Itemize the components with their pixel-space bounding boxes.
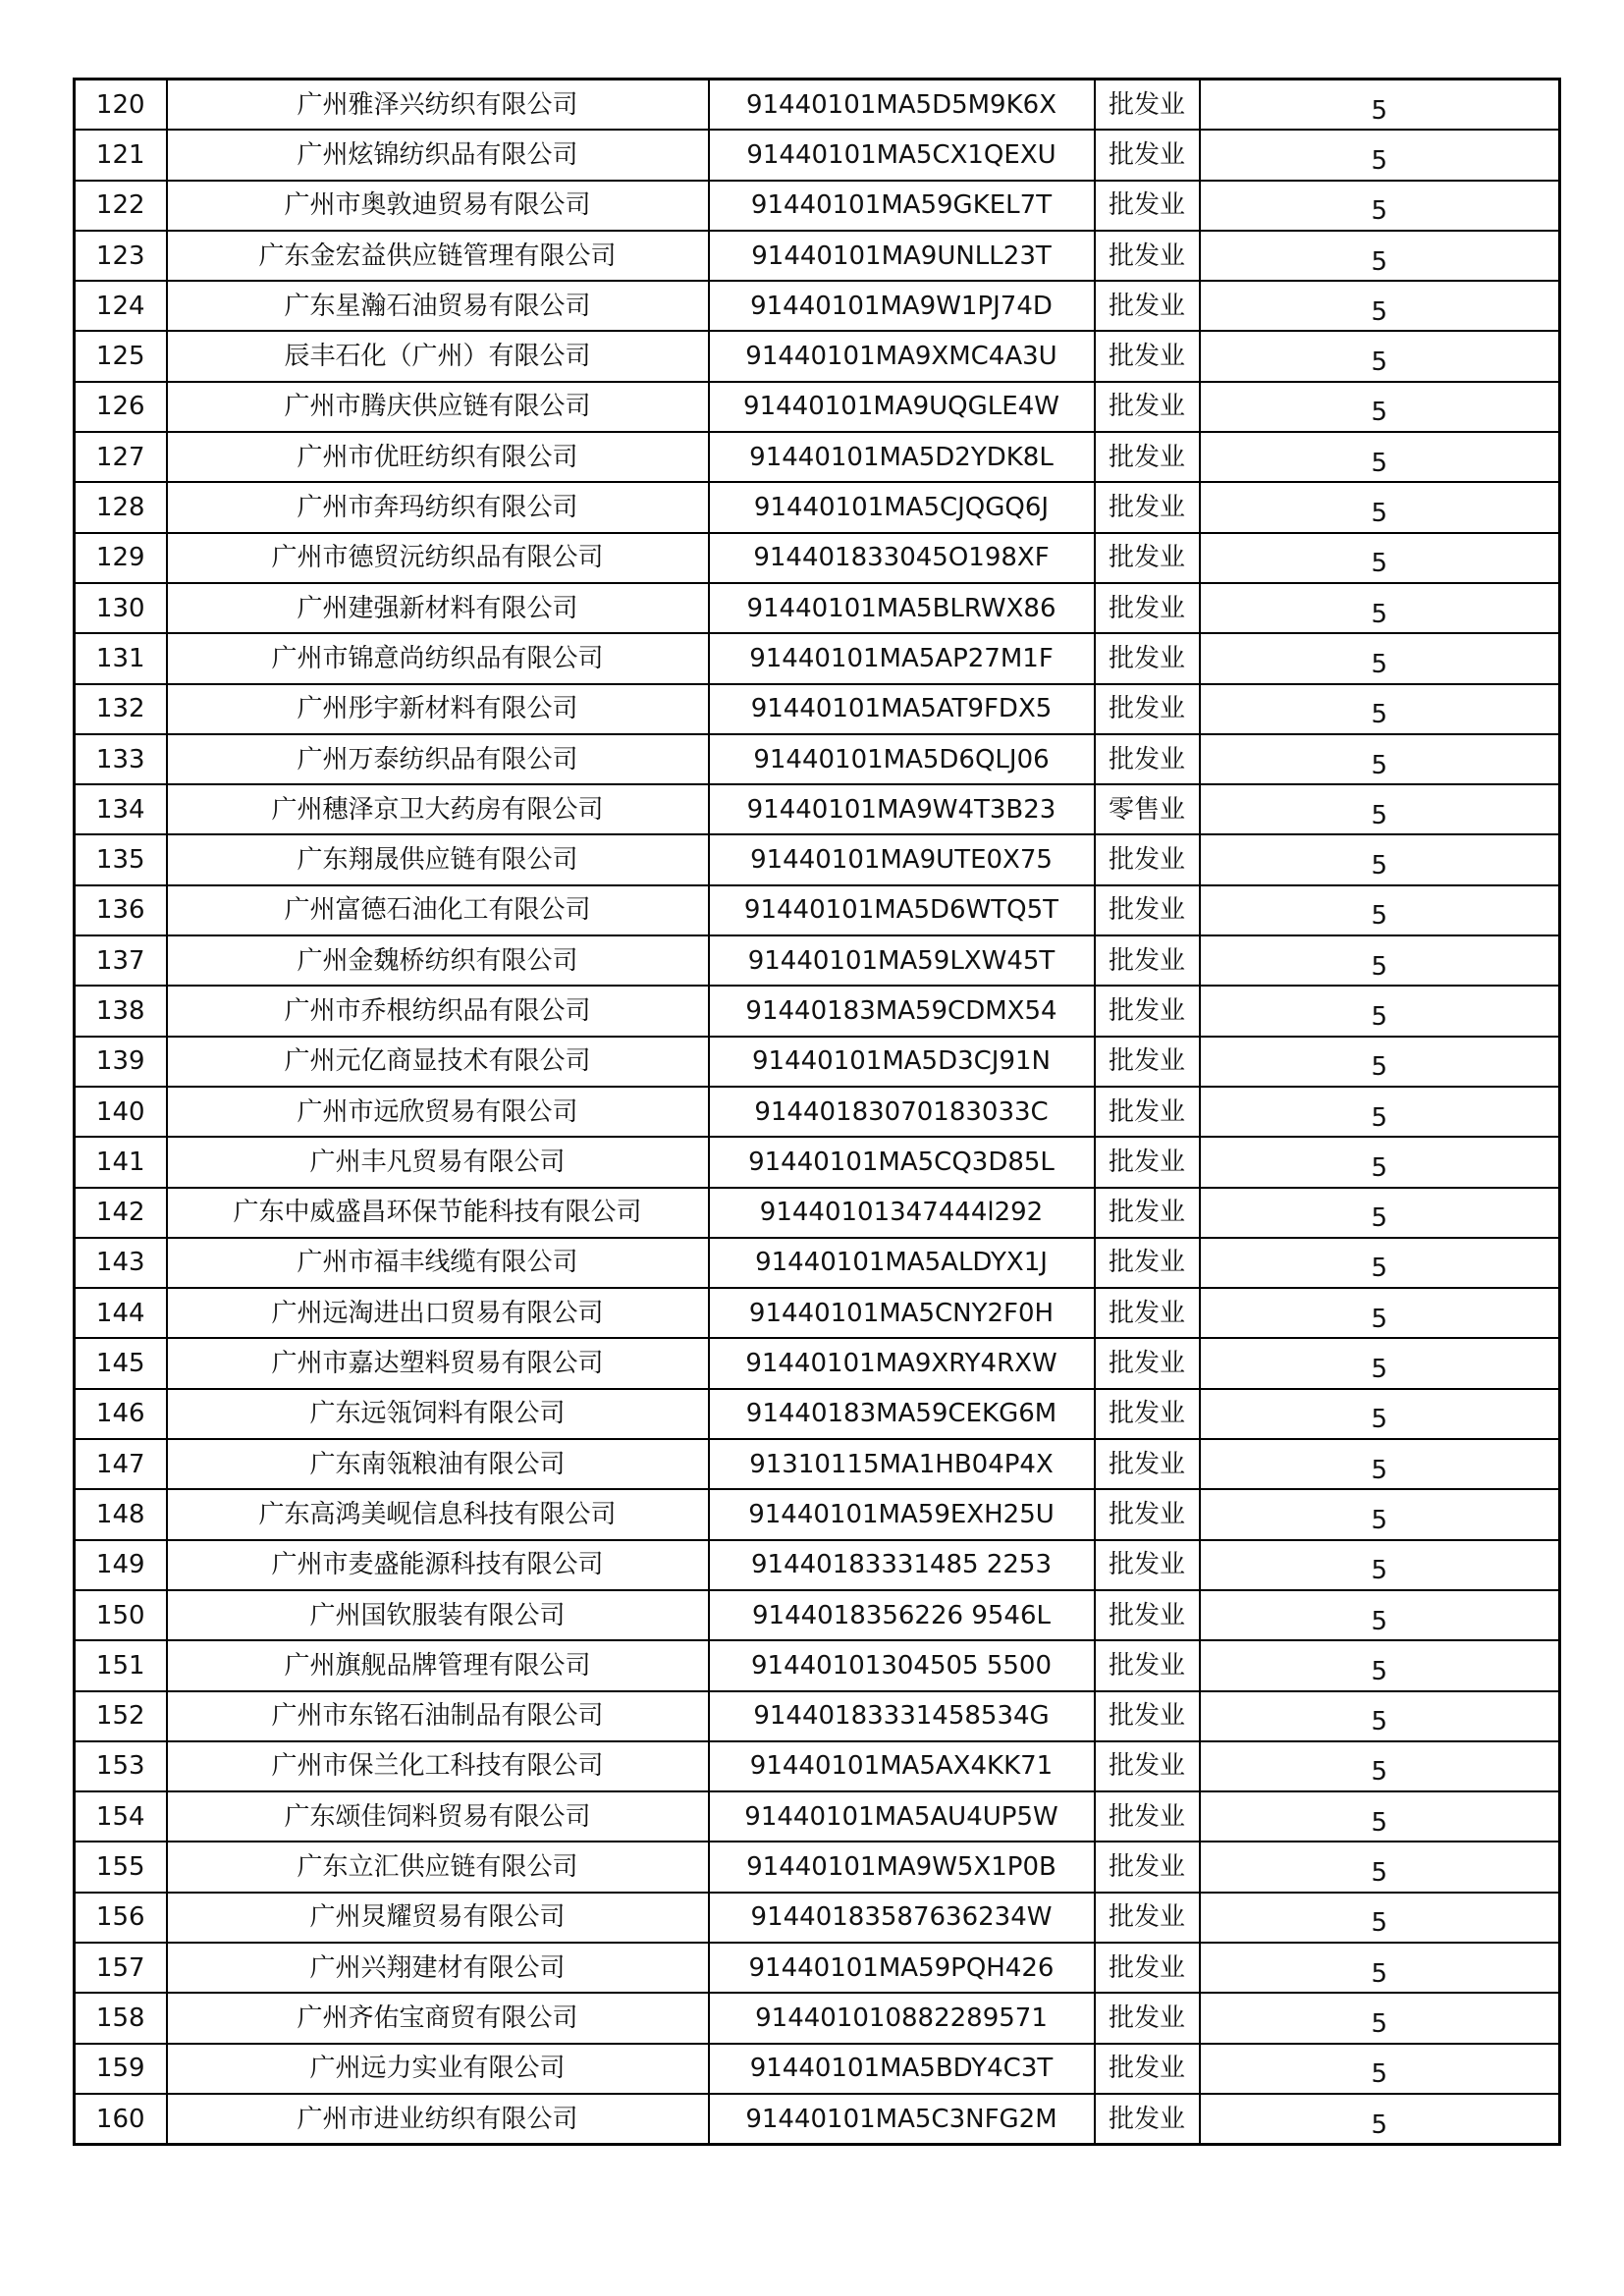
company-name: 广东中威盛昌环保节能科技有限公司 bbox=[167, 1188, 709, 1238]
row-number: 159 bbox=[75, 2044, 167, 2094]
table-row bbox=[75, 181, 1560, 231]
credit-code: 91440183MA59CEKG6M bbox=[709, 1389, 1095, 1439]
score bbox=[1200, 281, 1560, 331]
row-number: 148 bbox=[75, 1489, 167, 1539]
score-value: 5 bbox=[1371, 1254, 1388, 1284]
table-row bbox=[75, 1037, 1560, 1087]
score-value: 5 bbox=[1371, 1355, 1388, 1385]
score-value: 5 bbox=[1371, 750, 1388, 780]
score-value: 5 bbox=[1371, 398, 1388, 428]
row-number: 158 bbox=[75, 1993, 167, 2043]
table-row bbox=[75, 1640, 1560, 1690]
company-name: 广东立汇供应链有限公司 bbox=[167, 1842, 709, 1892]
credit-code: 91440101MA9W4T3B23 bbox=[709, 784, 1095, 834]
score bbox=[1200, 1993, 1560, 2043]
score-value: 5 bbox=[1371, 1152, 1388, 1183]
score bbox=[1200, 181, 1560, 231]
score-value: 5 bbox=[1371, 1203, 1388, 1234]
table-row bbox=[75, 231, 1560, 281]
credit-code: 91440101MA5D2YDK8L bbox=[709, 432, 1095, 482]
credit-code: 91440101MA5ALDYX1J bbox=[709, 1238, 1095, 1288]
industry: 批发业 bbox=[1095, 583, 1200, 633]
score-value: 5 bbox=[1371, 246, 1388, 277]
table-row bbox=[75, 482, 1560, 532]
industry: 批发业 bbox=[1095, 1540, 1200, 1590]
score bbox=[1200, 935, 1560, 986]
industry: 批发业 bbox=[1095, 1338, 1200, 1388]
table-row bbox=[75, 684, 1560, 734]
credit-code: 91440101MA5CX1QEXU bbox=[709, 130, 1095, 180]
industry: 零售业 bbox=[1095, 784, 1200, 834]
table-row bbox=[75, 1540, 1560, 1590]
company-name: 广州市福丰线缆有限公司 bbox=[167, 1238, 709, 1288]
company-name: 广东颂佳饲料贸易有限公司 bbox=[167, 1791, 709, 1842]
row-number: 131 bbox=[75, 633, 167, 683]
table-row bbox=[75, 1943, 1560, 1993]
industry: 批发业 bbox=[1095, 1389, 1200, 1439]
credit-code: 91440101MA59GKEL7T bbox=[709, 181, 1095, 231]
score-value: 5 bbox=[1371, 347, 1388, 378]
score bbox=[1200, 80, 1560, 131]
table-row bbox=[75, 331, 1560, 381]
row-number: 150 bbox=[75, 1590, 167, 1640]
company-name: 广州市麦盛能源科技有限公司 bbox=[167, 1540, 709, 1590]
score-value: 5 bbox=[1371, 951, 1388, 982]
credit-code: 91310115MA1HB04P4X bbox=[709, 1439, 1095, 1489]
score-value: 5 bbox=[1371, 1405, 1388, 1435]
industry: 批发业 bbox=[1095, 1087, 1200, 1137]
company-name: 广州市腾庆供应链有限公司 bbox=[167, 382, 709, 432]
score bbox=[1200, 432, 1560, 482]
credit-code: 91440101MA5AX4KK71 bbox=[709, 1741, 1095, 1791]
credit-code: 91440101MA5CQ3D85L bbox=[709, 1137, 1095, 1187]
row-number: 146 bbox=[75, 1389, 167, 1439]
score bbox=[1200, 1741, 1560, 1791]
row-number: 160 bbox=[75, 2094, 167, 2145]
table-row bbox=[75, 1489, 1560, 1539]
score-value: 5 bbox=[1371, 296, 1388, 327]
company-name: 广州雅泽兴纺织有限公司 bbox=[167, 80, 709, 131]
company-name: 广州市乔根纺织品有限公司 bbox=[167, 986, 709, 1036]
row-number: 138 bbox=[75, 986, 167, 1036]
credit-code: 91440101MA9XMC4A3U bbox=[709, 331, 1095, 381]
industry: 批发业 bbox=[1095, 2094, 1200, 2145]
row-number: 155 bbox=[75, 1842, 167, 1892]
credit-code: 91440101MA5AP27M1F bbox=[709, 633, 1095, 683]
table-row bbox=[75, 80, 1560, 131]
table-row bbox=[75, 885, 1560, 935]
score-value: 5 bbox=[1371, 1304, 1388, 1334]
score-value: 5 bbox=[1371, 1858, 1388, 1889]
enterprise-table bbox=[73, 78, 1561, 2146]
company-name: 广州建强新材料有限公司 bbox=[167, 583, 709, 633]
company-name: 广州远力实业有限公司 bbox=[167, 2044, 709, 2094]
industry: 批发业 bbox=[1095, 1993, 1200, 2043]
score-value: 5 bbox=[1371, 1757, 1388, 1788]
credit-code: 91440101MA5CJQGQ6J bbox=[709, 482, 1095, 532]
credit-code: 91440101MA5BDY4C3T bbox=[709, 2044, 1095, 2094]
industry: 批发业 bbox=[1095, 1691, 1200, 1741]
industry: 批发业 bbox=[1095, 1741, 1200, 1791]
score bbox=[1200, 684, 1560, 734]
enterprise-table-body bbox=[75, 80, 1560, 2145]
company-name: 广州国钦服装有限公司 bbox=[167, 1590, 709, 1640]
row-number: 132 bbox=[75, 684, 167, 734]
credit-code: 91440101MA9W5X1P0B bbox=[709, 1842, 1095, 1892]
industry: 批发业 bbox=[1095, 331, 1200, 381]
score bbox=[1200, 1238, 1560, 1288]
credit-code: 91440101MA9XRY4RXW bbox=[709, 1338, 1095, 1388]
industry: 批发业 bbox=[1095, 1188, 1200, 1238]
score bbox=[1200, 834, 1560, 884]
company-name: 广州市奔玛纺织有限公司 bbox=[167, 482, 709, 532]
score-value: 5 bbox=[1371, 145, 1388, 176]
credit-code: 91440101MA5AU4UP5W bbox=[709, 1791, 1095, 1842]
row-number: 143 bbox=[75, 1238, 167, 1288]
industry: 批发业 bbox=[1095, 1439, 1200, 1489]
score bbox=[1200, 482, 1560, 532]
table-row bbox=[75, 1188, 1560, 1238]
industry: 批发业 bbox=[1095, 1238, 1200, 1288]
table-row bbox=[75, 533, 1560, 583]
industry: 批发业 bbox=[1095, 533, 1200, 583]
row-number: 153 bbox=[75, 1741, 167, 1791]
credit-code: 91440101MA59PQH426 bbox=[709, 1943, 1095, 1993]
score-value: 5 bbox=[1371, 851, 1388, 881]
industry: 批发业 bbox=[1095, 1288, 1200, 1338]
score-value: 5 bbox=[1371, 599, 1388, 629]
company-name: 广州市东铭石油制品有限公司 bbox=[167, 1691, 709, 1741]
credit-code: 914401833045O198XF bbox=[709, 533, 1095, 583]
credit-code: 91440101MA9W1PJ74D bbox=[709, 281, 1095, 331]
table-row bbox=[75, 1288, 1560, 1338]
table-row bbox=[75, 2094, 1560, 2145]
row-number: 156 bbox=[75, 1893, 167, 1943]
credit-code: 91440183070183033C bbox=[709, 1087, 1095, 1137]
score bbox=[1200, 130, 1560, 180]
company-name: 广州兴翔建材有限公司 bbox=[167, 1943, 709, 1993]
row-number: 124 bbox=[75, 281, 167, 331]
credit-code: 91440183331458534G bbox=[709, 1691, 1095, 1741]
company-name: 广东高鸿美岘信息科技有限公司 bbox=[167, 1489, 709, 1539]
row-number: 121 bbox=[75, 130, 167, 180]
row-number: 133 bbox=[75, 734, 167, 784]
score bbox=[1200, 1188, 1560, 1238]
score bbox=[1200, 1338, 1560, 1388]
industry: 批发业 bbox=[1095, 181, 1200, 231]
industry: 批发业 bbox=[1095, 1590, 1200, 1640]
score bbox=[1200, 1943, 1560, 1993]
row-number: 136 bbox=[75, 885, 167, 935]
credit-code: 91440101MA9UTE0X75 bbox=[709, 834, 1095, 884]
score bbox=[1200, 382, 1560, 432]
row-number: 126 bbox=[75, 382, 167, 432]
row-number: 135 bbox=[75, 834, 167, 884]
table-row bbox=[75, 1791, 1560, 1842]
credit-code: 91440101MA59EXH25U bbox=[709, 1489, 1095, 1539]
score bbox=[1200, 885, 1560, 935]
table-row bbox=[75, 583, 1560, 633]
score bbox=[1200, 1389, 1560, 1439]
score bbox=[1200, 1691, 1560, 1741]
score-value: 5 bbox=[1371, 196, 1388, 227]
credit-code: 91440101347444l292 bbox=[709, 1188, 1095, 1238]
row-number: 157 bbox=[75, 1943, 167, 1993]
company-name: 广州万泰纺织品有限公司 bbox=[167, 734, 709, 784]
credit-code: 91440101304505 5500 bbox=[709, 1640, 1095, 1690]
score bbox=[1200, 331, 1560, 381]
industry: 批发业 bbox=[1095, 986, 1200, 1036]
score bbox=[1200, 633, 1560, 683]
table-row bbox=[75, 1842, 1560, 1892]
score-value: 5 bbox=[1371, 1958, 1388, 1989]
company-name: 广州穗泽京卫大药房有限公司 bbox=[167, 784, 709, 834]
row-number: 123 bbox=[75, 231, 167, 281]
credit-code: 91440101MA5CNY2F0H bbox=[709, 1288, 1095, 1338]
row-number: 122 bbox=[75, 181, 167, 231]
score bbox=[1200, 1288, 1560, 1338]
score-value: 5 bbox=[1371, 2059, 1388, 2090]
table-row bbox=[75, 1590, 1560, 1640]
industry: 批发业 bbox=[1095, 231, 1200, 281]
industry: 批发业 bbox=[1095, 734, 1200, 784]
table-row bbox=[75, 130, 1560, 180]
table-row bbox=[75, 935, 1560, 986]
industry: 批发业 bbox=[1095, 935, 1200, 986]
company-name: 广州市保兰化工科技有限公司 bbox=[167, 1741, 709, 1791]
table-row bbox=[75, 2044, 1560, 2094]
score bbox=[1200, 1893, 1560, 1943]
score-value: 5 bbox=[1371, 1455, 1388, 1485]
score-value: 5 bbox=[1371, 549, 1388, 579]
score bbox=[1200, 1137, 1560, 1187]
score-value: 5 bbox=[1371, 1052, 1388, 1083]
industry: 批发业 bbox=[1095, 2044, 1200, 2094]
table-row bbox=[75, 834, 1560, 884]
credit-code: 91440101MA59LXW45T bbox=[709, 935, 1095, 986]
industry: 批发业 bbox=[1095, 130, 1200, 180]
score-value: 5 bbox=[1371, 1556, 1388, 1586]
company-name: 广州彤宇新材料有限公司 bbox=[167, 684, 709, 734]
score bbox=[1200, 2094, 1560, 2145]
score-value: 5 bbox=[1371, 2008, 1388, 2039]
industry: 批发业 bbox=[1095, 684, 1200, 734]
score-value: 5 bbox=[1371, 901, 1388, 932]
row-number: 152 bbox=[75, 1691, 167, 1741]
industry: 批发业 bbox=[1095, 633, 1200, 683]
industry: 批发业 bbox=[1095, 1893, 1200, 1943]
industry: 批发业 bbox=[1095, 834, 1200, 884]
credit-code: 91440183587636234W bbox=[709, 1893, 1095, 1943]
score-value: 5 bbox=[1371, 649, 1388, 679]
company-name: 广州市锦意尚纺织品有限公司 bbox=[167, 633, 709, 683]
company-name: 广州元亿商显技术有限公司 bbox=[167, 1037, 709, 1087]
credit-code: 91440101MA5C3NFG2M bbox=[709, 2094, 1095, 2145]
table-row bbox=[75, 1741, 1560, 1791]
row-number: 127 bbox=[75, 432, 167, 482]
table-row bbox=[75, 633, 1560, 683]
industry: 批发业 bbox=[1095, 482, 1200, 532]
score-value: 5 bbox=[1371, 1707, 1388, 1737]
industry: 批发业 bbox=[1095, 1037, 1200, 1087]
row-number: 129 bbox=[75, 533, 167, 583]
company-name: 广州远淘进出口贸易有限公司 bbox=[167, 1288, 709, 1338]
score bbox=[1200, 1439, 1560, 1489]
score-value: 5 bbox=[1371, 1807, 1388, 1838]
table-row bbox=[75, 1439, 1560, 1489]
company-name: 广州丰凡贸易有限公司 bbox=[167, 1137, 709, 1187]
credit-code: 91440101MA5D6QLJ06 bbox=[709, 734, 1095, 784]
industry: 批发业 bbox=[1095, 1943, 1200, 1993]
row-number: 125 bbox=[75, 331, 167, 381]
row-number: 130 bbox=[75, 583, 167, 633]
credit-code: 91440101MA9UNLL23T bbox=[709, 231, 1095, 281]
score bbox=[1200, 583, 1560, 633]
row-number: 139 bbox=[75, 1037, 167, 1087]
row-number: 141 bbox=[75, 1137, 167, 1187]
score-value: 5 bbox=[1371, 448, 1388, 478]
table-row bbox=[75, 382, 1560, 432]
score bbox=[1200, 1087, 1560, 1137]
industry: 批发业 bbox=[1095, 1640, 1200, 1690]
company-name: 广州市德贸沅纺织品有限公司 bbox=[167, 533, 709, 583]
score bbox=[1200, 1540, 1560, 1590]
score-value: 5 bbox=[1371, 1656, 1388, 1686]
table-row bbox=[75, 432, 1560, 482]
company-name: 广州金魏桥纺织有限公司 bbox=[167, 935, 709, 986]
company-name: 广州旗舰品牌管理有限公司 bbox=[167, 1640, 709, 1690]
industry: 批发业 bbox=[1095, 1137, 1200, 1187]
company-name: 广州市嘉达塑料贸易有限公司 bbox=[167, 1338, 709, 1388]
table-row bbox=[75, 784, 1560, 834]
credit-code: 9144018356226 9546L bbox=[709, 1590, 1095, 1640]
table-row bbox=[75, 1238, 1560, 1288]
table-row bbox=[75, 1993, 1560, 2043]
row-number: 149 bbox=[75, 1540, 167, 1590]
score bbox=[1200, 1489, 1560, 1539]
score-value: 5 bbox=[1371, 800, 1388, 830]
credit-code: 91440183331485 2253 bbox=[709, 1540, 1095, 1590]
score bbox=[1200, 231, 1560, 281]
credit-code: 914401010882289571 bbox=[709, 1993, 1095, 2043]
score bbox=[1200, 2044, 1560, 2094]
score bbox=[1200, 1590, 1560, 1640]
credit-code: 91440101MA9UQGLE4W bbox=[709, 382, 1095, 432]
score-value: 5 bbox=[1371, 1102, 1388, 1133]
industry: 批发业 bbox=[1095, 1489, 1200, 1539]
company-name: 广州富德石油化工有限公司 bbox=[167, 885, 709, 935]
credit-code: 91440101MA5D3CJ91N bbox=[709, 1037, 1095, 1087]
score-value: 5 bbox=[1371, 1001, 1388, 1032]
industry: 批发业 bbox=[1095, 382, 1200, 432]
industry: 批发业 bbox=[1095, 80, 1200, 131]
row-number: 151 bbox=[75, 1640, 167, 1690]
company-name: 广东翔晟供应链有限公司 bbox=[167, 834, 709, 884]
row-number: 120 bbox=[75, 80, 167, 131]
table-row bbox=[75, 1389, 1560, 1439]
company-name: 广州炫锦纺织品有限公司 bbox=[167, 130, 709, 180]
row-number: 144 bbox=[75, 1288, 167, 1338]
company-name: 广州齐佑宝商贸有限公司 bbox=[167, 1993, 709, 2043]
table-row bbox=[75, 281, 1560, 331]
industry: 批发业 bbox=[1095, 432, 1200, 482]
credit-code: 91440101MA5BLRWX86 bbox=[709, 583, 1095, 633]
row-number: 137 bbox=[75, 935, 167, 986]
company-name: 广州炅耀贸易有限公司 bbox=[167, 1893, 709, 1943]
table-row bbox=[75, 1893, 1560, 1943]
industry: 批发业 bbox=[1095, 885, 1200, 935]
table-row bbox=[75, 1338, 1560, 1388]
company-name: 广州市优旺纺织有限公司 bbox=[167, 432, 709, 482]
score bbox=[1200, 533, 1560, 583]
row-number: 140 bbox=[75, 1087, 167, 1137]
company-name: 广州市进业纺织有限公司 bbox=[167, 2094, 709, 2145]
score bbox=[1200, 1842, 1560, 1892]
company-name: 广东金宏益供应链管理有限公司 bbox=[167, 231, 709, 281]
table-row bbox=[75, 734, 1560, 784]
industry: 批发业 bbox=[1095, 281, 1200, 331]
row-number: 128 bbox=[75, 482, 167, 532]
score-value: 5 bbox=[1371, 700, 1388, 730]
score-value: 5 bbox=[1371, 1505, 1388, 1535]
score-value: 5 bbox=[1371, 1908, 1388, 1939]
table-row bbox=[75, 986, 1560, 1036]
score-value: 5 bbox=[1371, 2109, 1388, 2140]
score bbox=[1200, 784, 1560, 834]
row-number: 145 bbox=[75, 1338, 167, 1388]
company-name: 广东星瀚石油贸易有限公司 bbox=[167, 281, 709, 331]
credit-code: 91440101MA5AT9FDX5 bbox=[709, 684, 1095, 734]
table-row bbox=[75, 1087, 1560, 1137]
company-name: 广州市奥敦迪贸易有限公司 bbox=[167, 181, 709, 231]
score bbox=[1200, 1037, 1560, 1087]
row-number: 147 bbox=[75, 1439, 167, 1489]
score-value: 5 bbox=[1371, 1606, 1388, 1636]
credit-code: 91440101MA5D5M9K6X bbox=[709, 80, 1095, 131]
score bbox=[1200, 734, 1560, 784]
score bbox=[1200, 1791, 1560, 1842]
score-value: 5 bbox=[1371, 499, 1388, 529]
credit-code: 91440101MA5D6WTQ5T bbox=[709, 885, 1095, 935]
company-name: 广东远瓴饲料有限公司 bbox=[167, 1389, 709, 1439]
credit-code: 91440183MA59CDMX54 bbox=[709, 986, 1095, 1036]
industry: 批发业 bbox=[1095, 1842, 1200, 1892]
table-row bbox=[75, 1691, 1560, 1741]
table-row bbox=[75, 1137, 1560, 1187]
company-name: 广东南瓴粮油有限公司 bbox=[167, 1439, 709, 1489]
row-number: 142 bbox=[75, 1188, 167, 1238]
company-name: 辰丰石化（广州）有限公司 bbox=[167, 331, 709, 381]
company-name: 广州市远欣贸易有限公司 bbox=[167, 1087, 709, 1137]
score bbox=[1200, 986, 1560, 1036]
score-value: 5 bbox=[1371, 95, 1388, 126]
row-number: 134 bbox=[75, 784, 167, 834]
score bbox=[1200, 1640, 1560, 1690]
row-number: 154 bbox=[75, 1791, 167, 1842]
industry: 批发业 bbox=[1095, 1791, 1200, 1842]
